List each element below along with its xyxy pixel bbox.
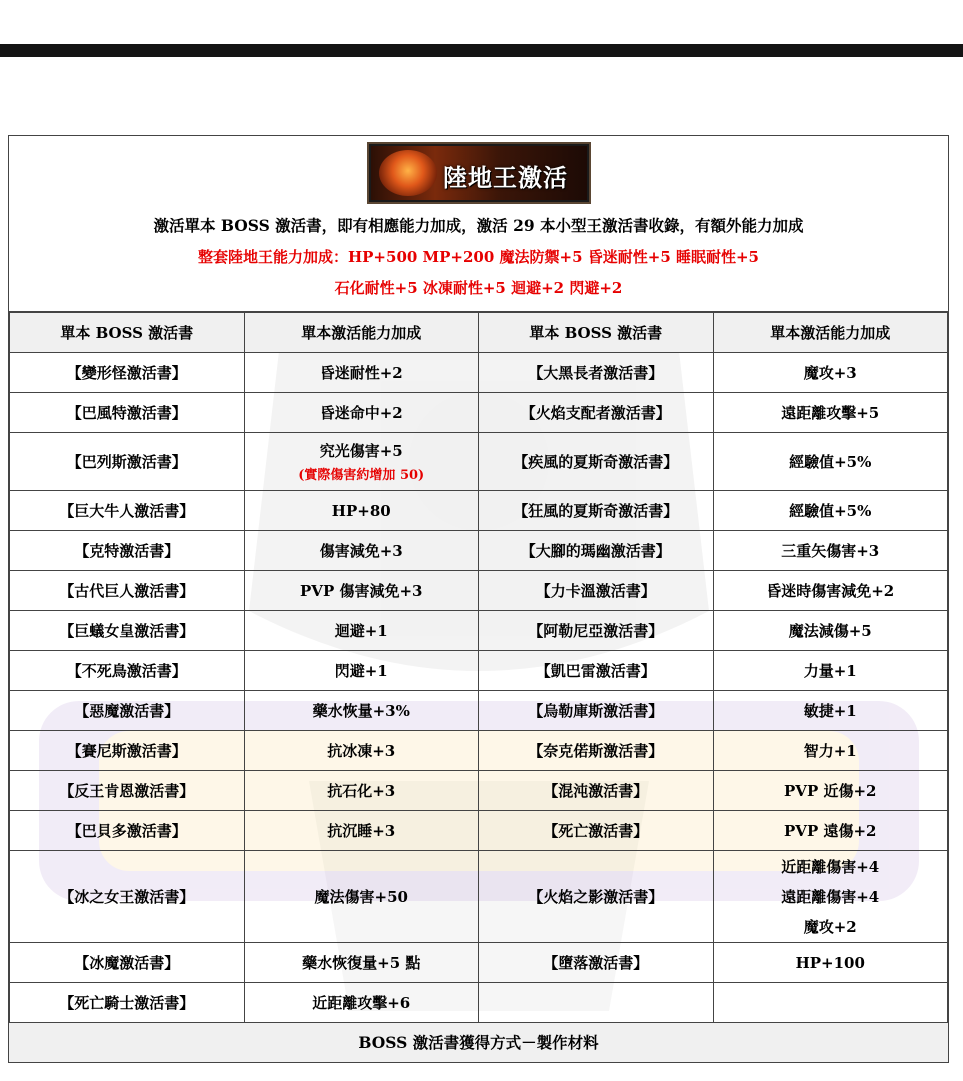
boss-portrait-image bbox=[379, 150, 437, 196]
boss-book-cell: 【疾風的夏斯奇激活書】 bbox=[479, 433, 714, 491]
panel-header bbox=[9, 136, 948, 312]
boss-book-cell: 【死亡激活書】 bbox=[479, 811, 714, 851]
activation-description: 激活單本 BOSS 激活書，即有相應能力加成，激活 29 本小型王激活書收錄，有額外能力加成 bbox=[153, 216, 804, 235]
bonus-cell: 藥水恢復量+5 點 bbox=[244, 943, 479, 983]
bonus-cell: PVP 傷害減免+3 bbox=[244, 571, 479, 611]
boss-book-cell: 【烏勒庫斯激活書】 bbox=[479, 691, 714, 731]
boss-book-cell: 【阿勒尼亞激活書】 bbox=[479, 611, 714, 651]
bonus-cell: 近距離攻擊+6 bbox=[244, 983, 479, 1023]
bonus-cell: HP+100 bbox=[713, 943, 948, 983]
bonus-cell bbox=[713, 851, 948, 943]
table-row bbox=[10, 983, 948, 1023]
bonus-cell: 抗沉睡+3 bbox=[244, 811, 479, 851]
column-header: 單本激活能力加成 bbox=[713, 313, 948, 353]
bonus-cell: 遠距離攻擊+5 bbox=[713, 393, 948, 433]
table-row bbox=[10, 531, 948, 571]
boss-book-cell bbox=[479, 983, 714, 1023]
top-divider-bar bbox=[0, 44, 963, 57]
bonus-cell: 智力+1 bbox=[713, 731, 948, 771]
bonus-cell bbox=[713, 983, 948, 1023]
table-row bbox=[10, 851, 948, 943]
boss-book-cell: 【墮落激活書】 bbox=[479, 943, 714, 983]
bonus-cell: 抗冰凍+3 bbox=[244, 731, 479, 771]
boss-book-cell: 【賽尼斯激活書】 bbox=[10, 731, 245, 771]
bonus-cell: 力量+1 bbox=[713, 651, 948, 691]
boss-book-cell: 【巴列斯激活書】 bbox=[10, 433, 245, 491]
bonus-cell: 傷害減免+3 bbox=[244, 531, 479, 571]
bonus-cell: PVP 近傷+2 bbox=[713, 771, 948, 811]
column-header: 單本 BOSS 激活書 bbox=[10, 313, 245, 353]
bonus-cell bbox=[244, 433, 479, 491]
boss-book-cell: 【火焰支配者激活書】 bbox=[479, 393, 714, 433]
boss-book-cell: 【大黑長者激活書】 bbox=[479, 353, 714, 393]
boss-book-cell: 【反王肯恩激活書】 bbox=[10, 771, 245, 811]
bonus-note: (實際傷害約增加 50) bbox=[298, 468, 425, 483]
bonus-cell: 昏迷耐性+2 bbox=[244, 353, 479, 393]
table-header-row bbox=[10, 313, 948, 353]
table-row bbox=[10, 393, 948, 433]
table-row bbox=[10, 353, 948, 393]
bonus-cell: 三重矢傷害+3 bbox=[713, 531, 948, 571]
boss-book-cell: 【大腳的瑪幽激活書】 bbox=[479, 531, 714, 571]
banner-title: 陸地王激活 bbox=[443, 164, 568, 192]
bonus-cell: 經驗值+5% bbox=[713, 491, 948, 531]
table-row bbox=[10, 691, 948, 731]
table-row bbox=[10, 771, 948, 811]
boss-book-cell: 【奈克偌斯激活書】 bbox=[479, 731, 714, 771]
boss-book-cell: 【變形怪激活書】 bbox=[10, 353, 245, 393]
boss-book-cell: 【古代巨人激活書】 bbox=[10, 571, 245, 611]
boss-book-cell: 【巨大牛人激活書】 bbox=[10, 491, 245, 531]
boss-book-cell: 【巴風特激活書】 bbox=[10, 393, 245, 433]
bonus-cell: 昏迷時傷害減免+2 bbox=[713, 571, 948, 611]
column-header: 單本 BOSS 激活書 bbox=[479, 313, 714, 353]
boss-book-cell: 【巨蟻女皇激活書】 bbox=[10, 611, 245, 651]
land-king-banner bbox=[367, 142, 591, 204]
set-bonus-line-2: 石化耐性+5 冰凍耐性+5 迴避+2 閃避+2 bbox=[334, 279, 623, 297]
boss-book-cell: 【凱巴雷激活書】 bbox=[479, 651, 714, 691]
boss-book-cell: 【克特激活書】 bbox=[10, 531, 245, 571]
boss-book-cell: 【巴貝多激活書】 bbox=[10, 811, 245, 851]
bonus-cell: 閃避+1 bbox=[244, 651, 479, 691]
boss-book-cell: 【死亡騎士激活書】 bbox=[10, 983, 245, 1023]
table-row bbox=[10, 651, 948, 691]
bonus-cell: PVP 遠傷+2 bbox=[713, 811, 948, 851]
boss-book-cell: 【力卡溫激活書】 bbox=[479, 571, 714, 611]
table-row bbox=[10, 811, 948, 851]
boss-book-cell: 【惡魔激活書】 bbox=[10, 691, 245, 731]
bonus-cell: 迴避+1 bbox=[244, 611, 479, 651]
bonus-cell: 魔攻+3 bbox=[713, 353, 948, 393]
table-row bbox=[10, 571, 948, 611]
table-row bbox=[10, 611, 948, 651]
bonus-cell: 昏迷命中+2 bbox=[244, 393, 479, 433]
bonus-cell: 藥水恢量+3% bbox=[244, 691, 479, 731]
bonus-line: 近距離傷害+4 bbox=[781, 857, 880, 876]
bonus-cell: 魔法傷害+50 bbox=[244, 851, 479, 943]
boss-activation-panel bbox=[8, 135, 949, 1063]
table-row bbox=[10, 491, 948, 531]
activation-table bbox=[9, 312, 948, 1023]
bonus-line: 遠距離傷害+4 bbox=[781, 887, 880, 906]
boss-book-cell: 【狂風的夏斯奇激活書】 bbox=[479, 491, 714, 531]
table-row bbox=[10, 731, 948, 771]
boss-book-cell: 【冰魔激活書】 bbox=[10, 943, 245, 983]
set-bonus-line-1: 整套陸地王能力加成：HP+500 MP+200 魔法防禦+5 昏迷耐性+5 睡眠耐性+5 bbox=[197, 248, 759, 266]
bonus-cell: 魔法減傷+5 bbox=[713, 611, 948, 651]
bonus-cell: 抗石化+3 bbox=[244, 771, 479, 811]
boss-book-cell: 【冰之女王激活書】 bbox=[10, 851, 245, 943]
bonus-line: 魔攻+2 bbox=[803, 917, 857, 936]
bonus-cell: 經驗值+5% bbox=[713, 433, 948, 491]
table-row bbox=[10, 943, 948, 983]
boss-book-cell: 【不死鳥激活書】 bbox=[10, 651, 245, 691]
boss-book-cell: 【混沌激活書】 bbox=[479, 771, 714, 811]
column-header: 單本激活能力加成 bbox=[244, 313, 479, 353]
bonus-value: 究光傷害+5 bbox=[319, 442, 403, 460]
bonus-cell: 敏捷+1 bbox=[713, 691, 948, 731]
acquisition-method-footer: BOSS 激活書獲得方式－製作材料 bbox=[9, 1023, 948, 1062]
table-row bbox=[10, 433, 948, 491]
bonus-cell: HP+80 bbox=[244, 491, 479, 531]
boss-book-cell: 【火焰之影激活書】 bbox=[479, 851, 714, 943]
